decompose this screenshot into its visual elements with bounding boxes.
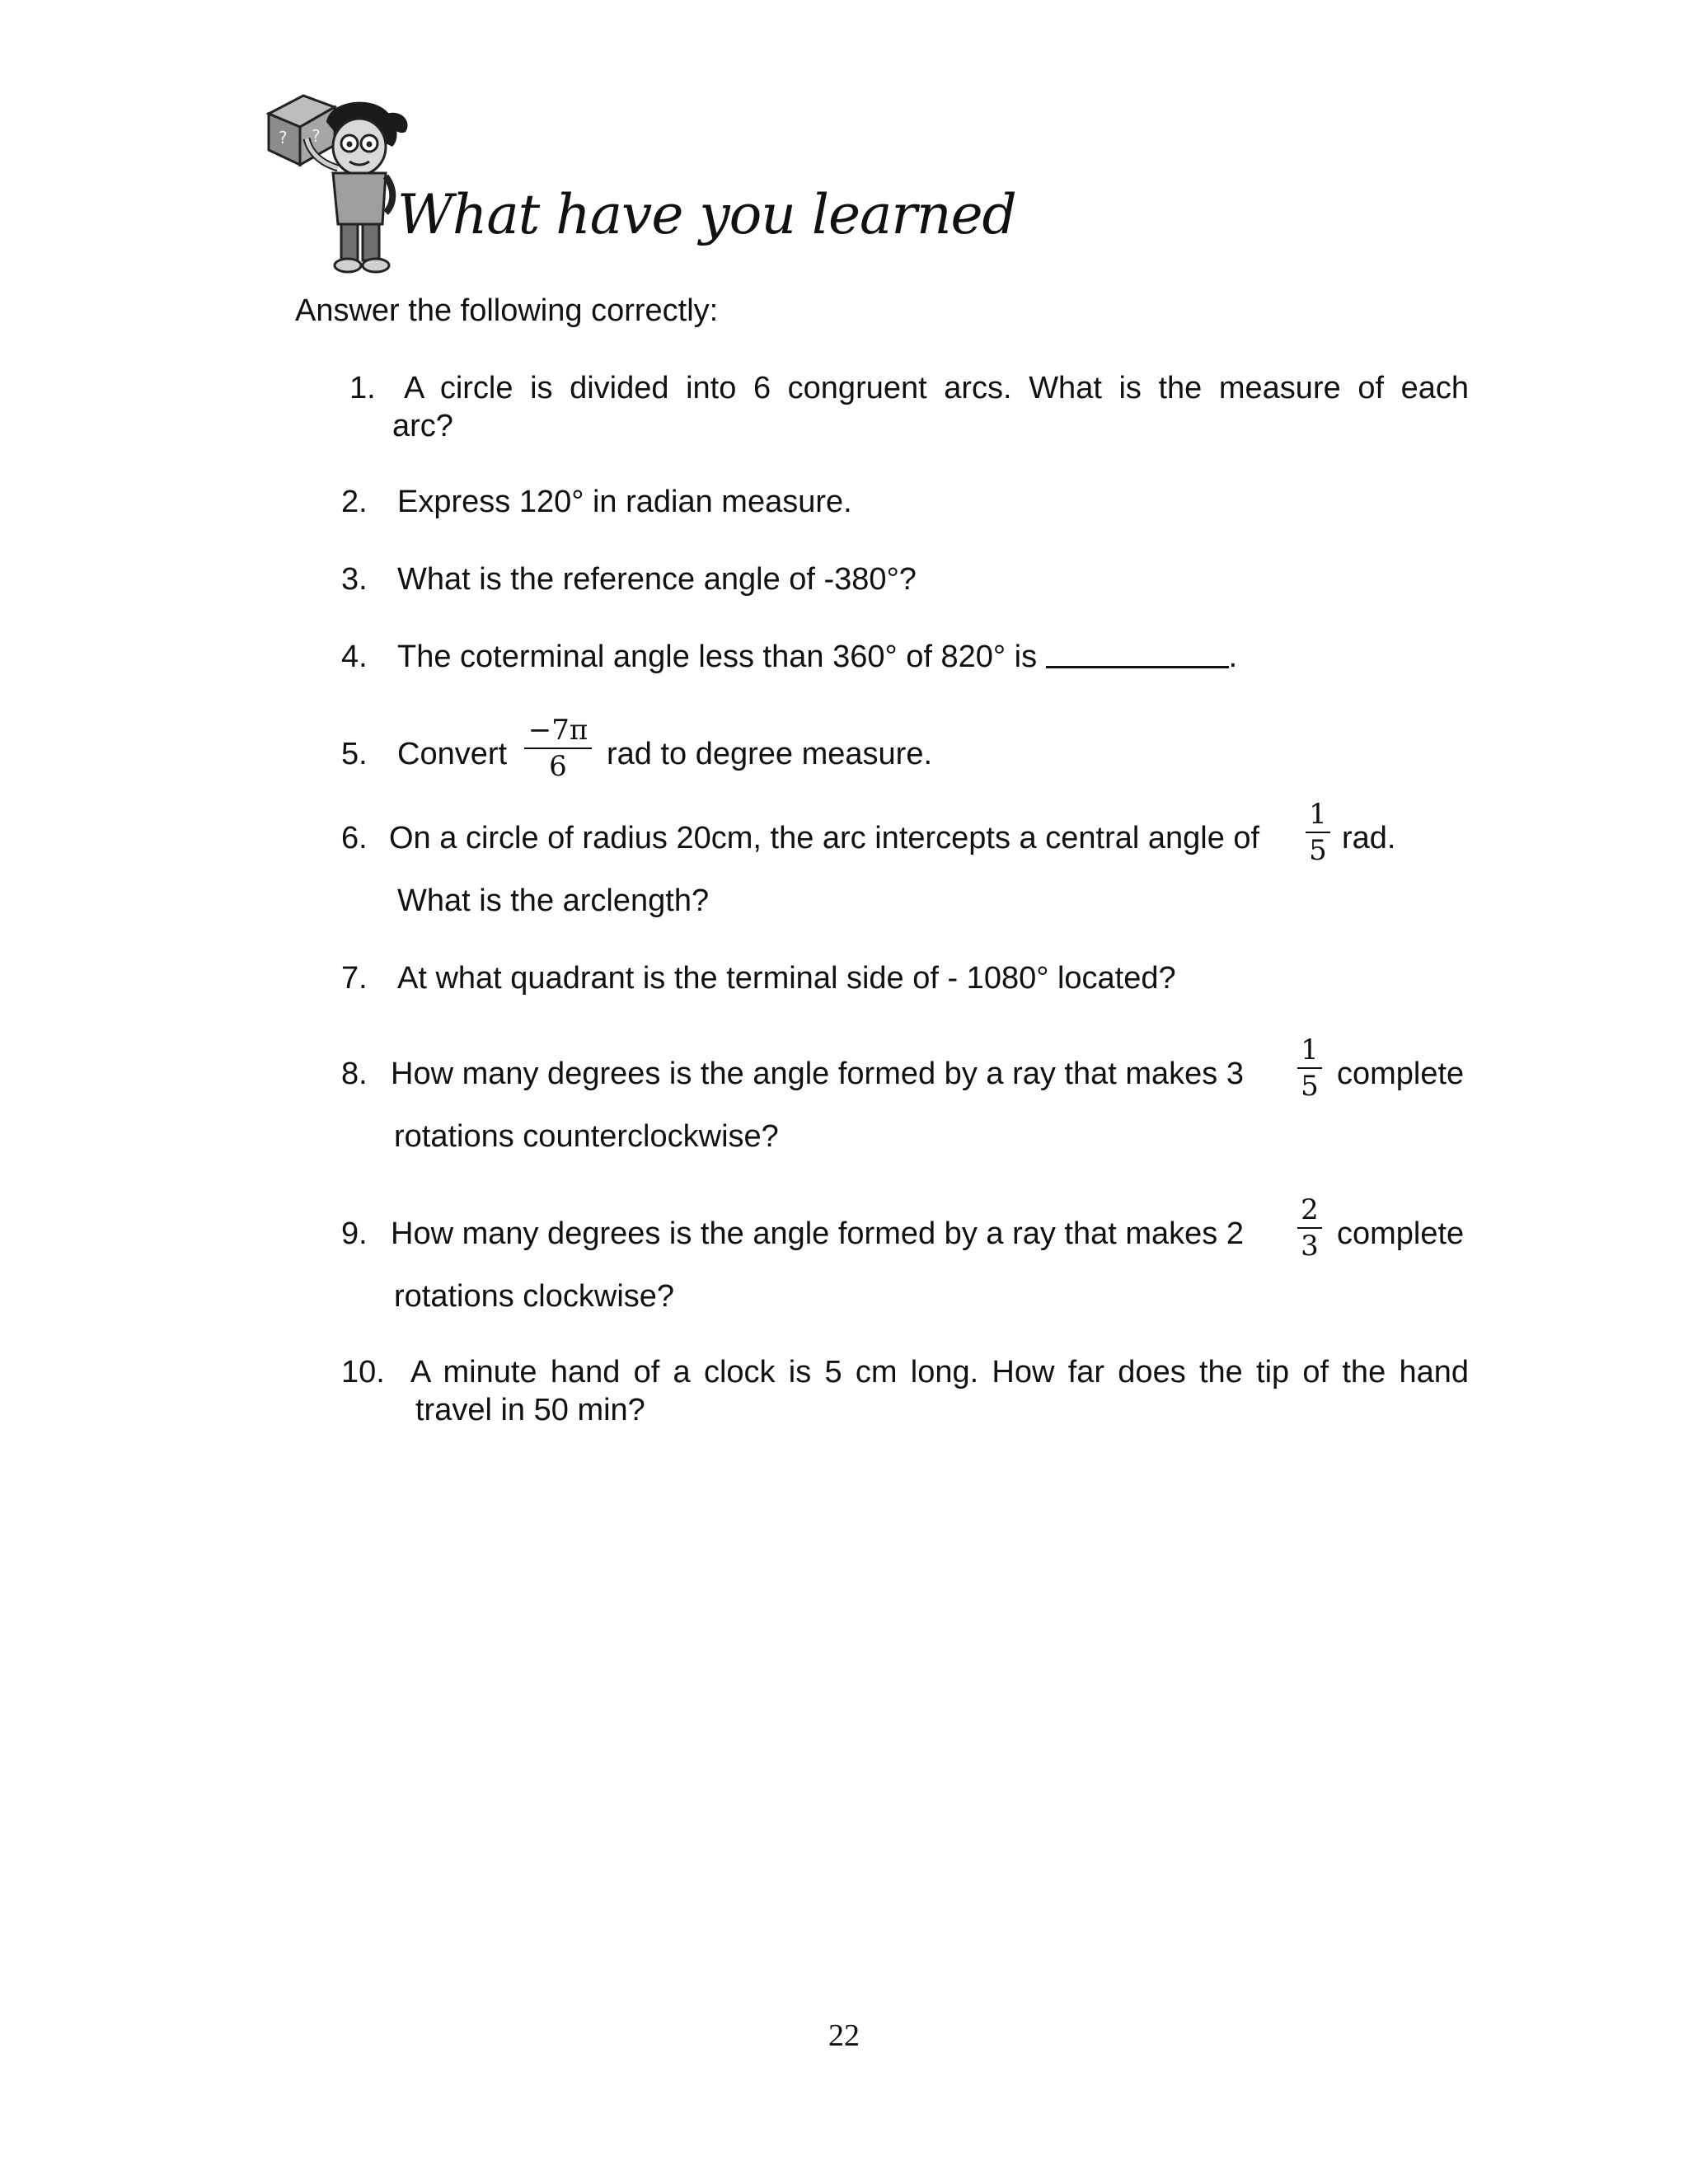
question-number: 10. <box>341 1355 385 1390</box>
question-number: 1. <box>349 371 376 405</box>
question-text: What is the reference angle of -380°? <box>397 562 917 597</box>
fraction-denominator: 5 <box>1309 834 1327 867</box>
question-text-end: . <box>1228 640 1238 674</box>
question-text: Express 120° in radian measure. <box>397 485 852 519</box>
fraction-numerator: 1 <box>1301 1033 1319 1066</box>
fraction-bar <box>1297 1067 1322 1069</box>
question-text: rad to degree measure. <box>607 737 933 771</box>
fraction <box>1297 1195 1322 1261</box>
fraction-bar <box>1297 1227 1322 1229</box>
question-number: 7. <box>341 961 368 996</box>
question-text: rad. <box>1342 821 1396 855</box>
question-text: complete <box>1337 1216 1465 1251</box>
page-title: What have you learned <box>397 183 1016 246</box>
question-number: 8. <box>341 1057 368 1091</box>
girl-carrying-box-icon <box>262 89 419 277</box>
question-text: rotations counterclockwise? <box>394 1119 779 1154</box>
fraction <box>1306 799 1330 865</box>
instructions: Answer the following correctly: <box>295 293 719 328</box>
page-number: 22 <box>828 2018 860 2053</box>
fraction-numerator: 1 <box>1309 798 1327 831</box>
question-number: 4. <box>341 640 368 674</box>
question-text: arc? <box>392 409 453 443</box>
question-text-main: The coterminal angle less than 360° of 820° is <box>397 640 1038 674</box>
question-number: 5. <box>341 737 368 771</box>
fraction <box>1297 1035 1322 1101</box>
svg-text:?: ? <box>312 126 321 146</box>
fraction-bar <box>524 748 592 749</box>
answer-blank <box>1046 638 1229 668</box>
fraction-numerator: 2 <box>1301 1193 1319 1226</box>
question-number: 3. <box>341 562 368 597</box>
question-text: complete <box>1337 1057 1465 1091</box>
fraction-numerator: −7π <box>528 714 588 747</box>
question-number: 2. <box>341 485 368 519</box>
question-text: At what quadrant is the terminal side of - 1080° located? <box>397 961 1176 996</box>
fraction-denominator: 5 <box>1301 1070 1319 1103</box>
question-text: Convert <box>397 737 508 771</box>
question-text: A circle is divided into 6 congruent arcs. What is the measure of each <box>404 371 1469 405</box>
fraction-bar <box>1306 832 1330 833</box>
fraction-denominator: 6 <box>549 750 567 783</box>
question-number: 6. <box>341 821 368 855</box>
question-text: On a circle of radius 20cm, the arc intercepts a central angle of <box>389 821 1260 855</box>
question-text: travel in 50 min? <box>415 1393 645 1427</box>
question-text: How many degrees is the angle formed by a ray that makes 3 <box>391 1057 1244 1091</box>
question-text <box>397 638 1237 676</box>
question-text: What is the arclength? <box>397 883 710 918</box>
question-number: 9. <box>341 1216 368 1251</box>
svg-text:?: ? <box>279 128 288 148</box>
fraction-denominator: 3 <box>1301 1230 1319 1263</box>
fraction <box>524 715 592 781</box>
question-text: rotations clockwise? <box>394 1279 675 1314</box>
question-text: How many degrees is the angle formed by a ray that makes 2 <box>391 1216 1244 1251</box>
question-text: A minute hand of a clock is 5 cm long. How far does the tip of the hand <box>410 1355 1469 1390</box>
